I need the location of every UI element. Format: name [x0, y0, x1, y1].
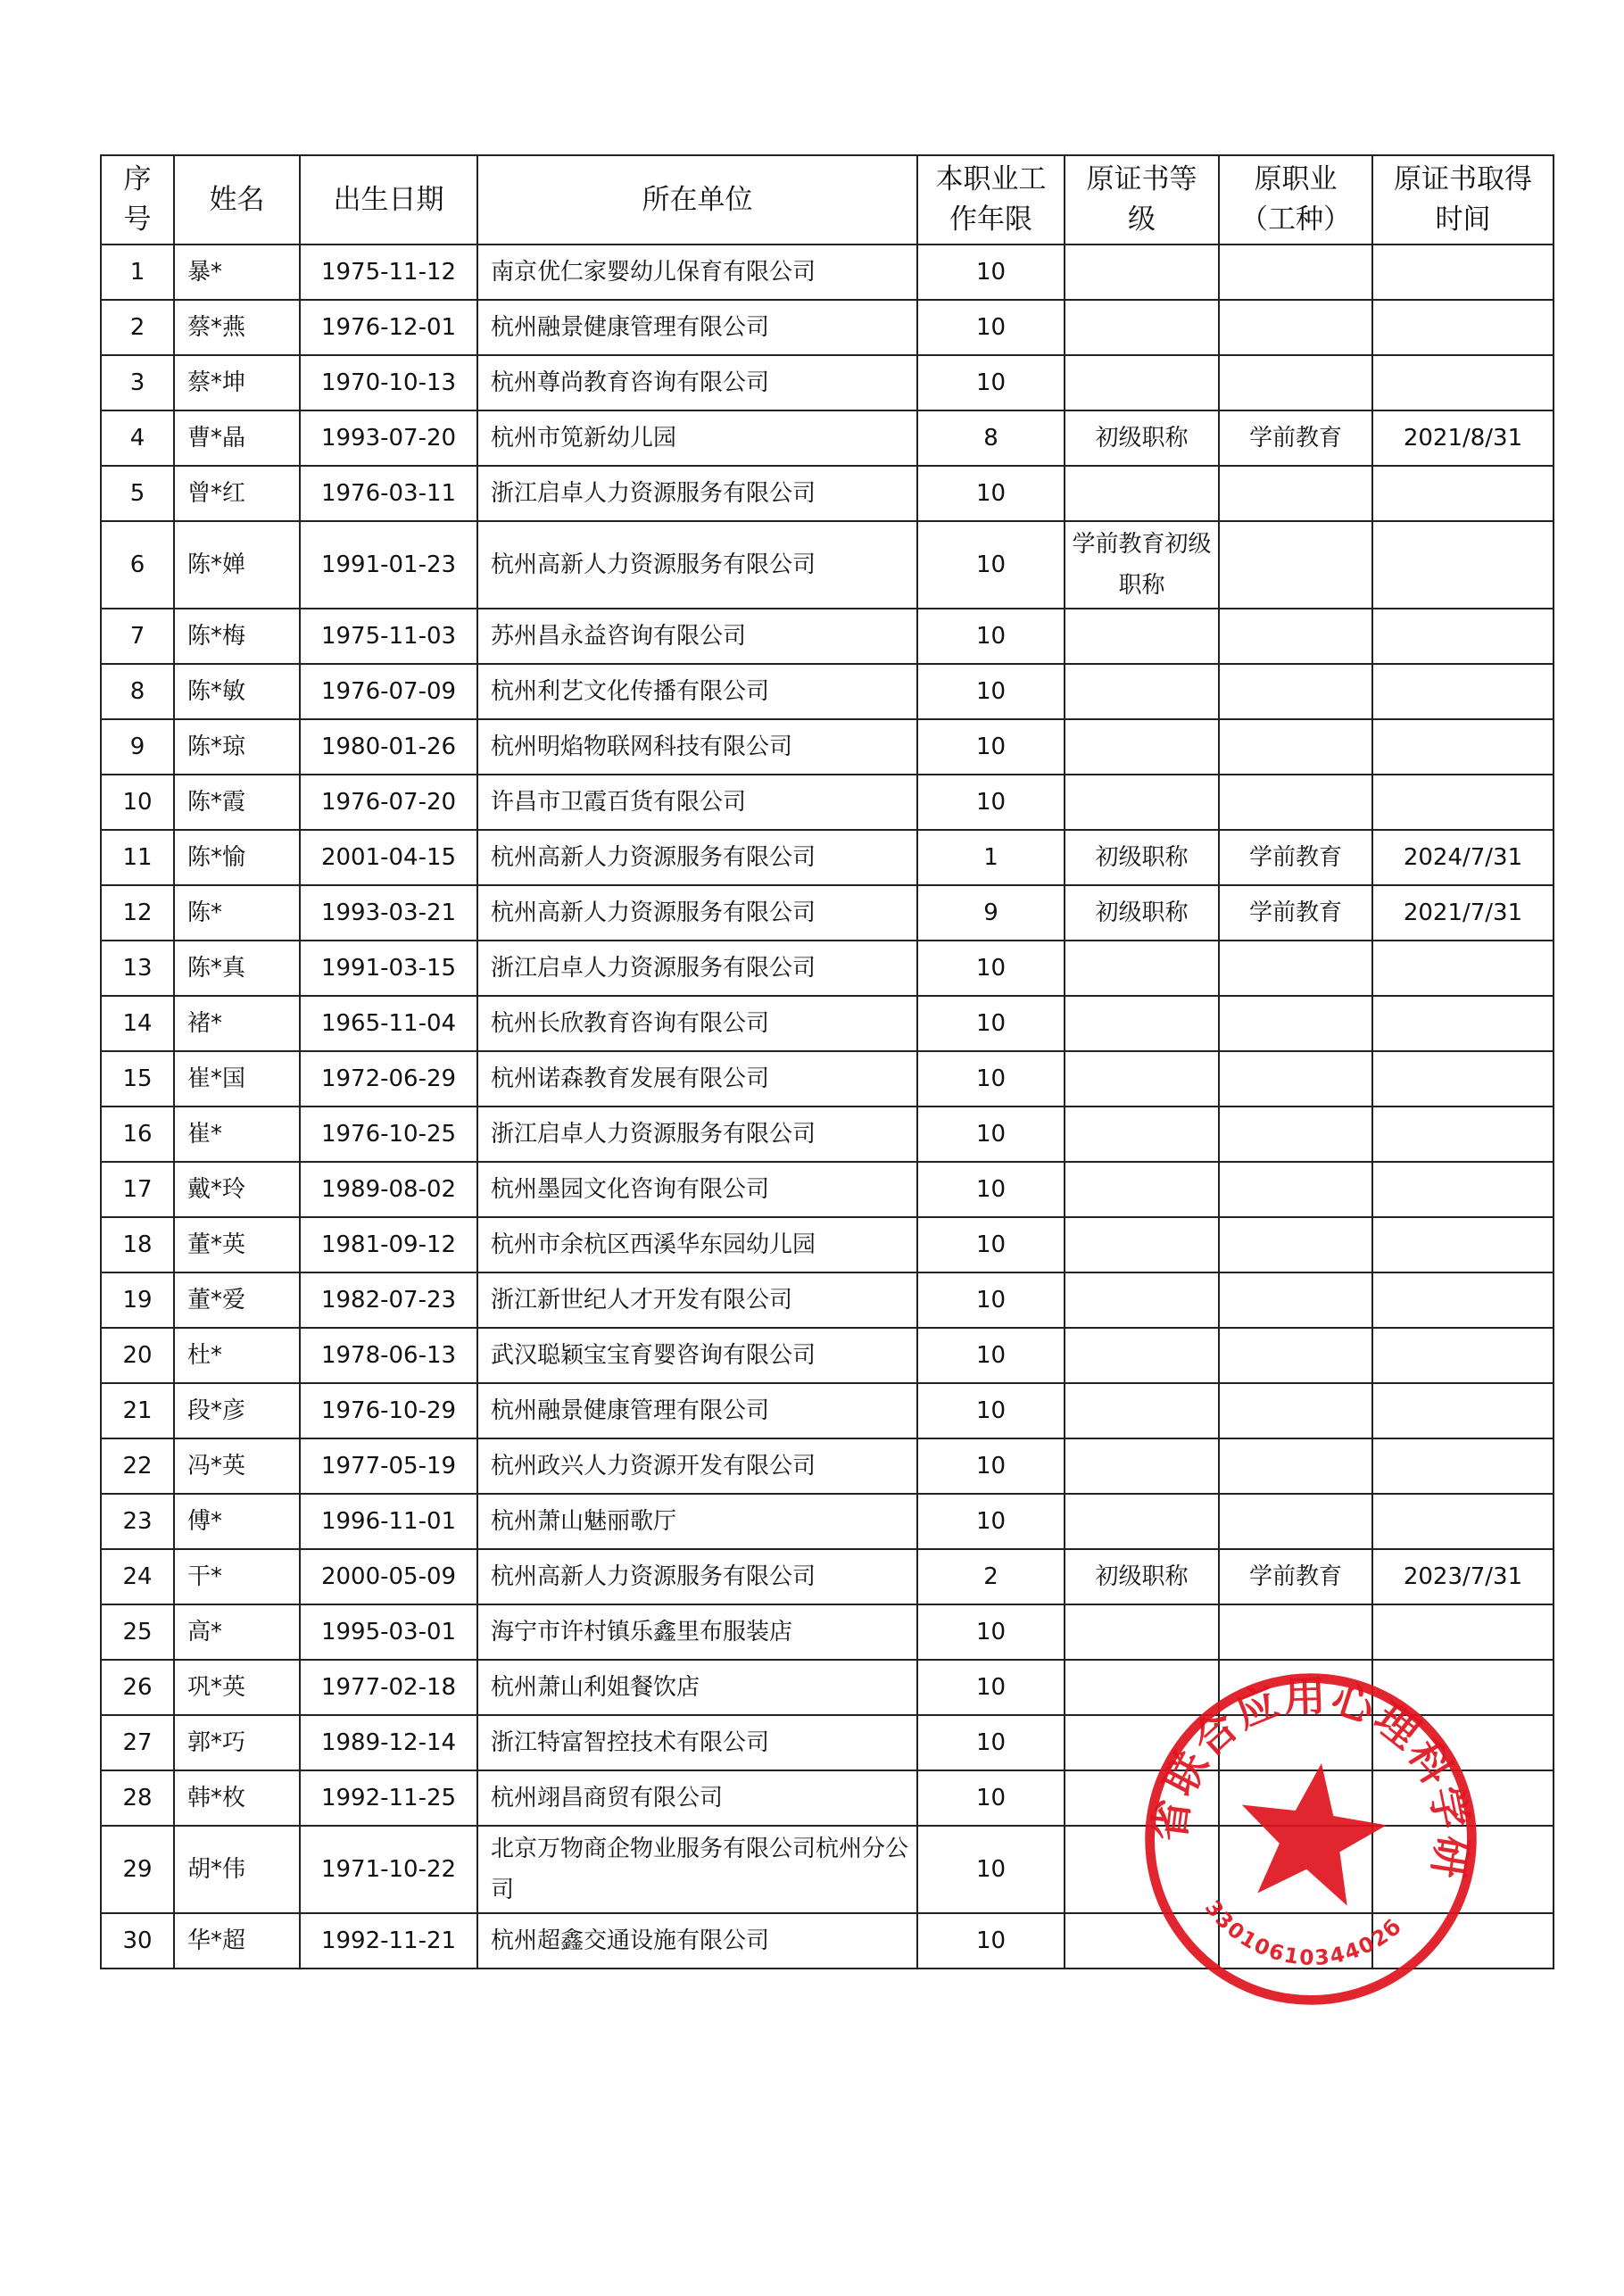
cell-name: 高*	[174, 1604, 300, 1660]
cell-occupation	[1219, 466, 1372, 521]
cell-name: 干*	[174, 1549, 300, 1604]
cell-occupation	[1219, 1328, 1372, 1383]
cell-occupation	[1219, 521, 1372, 609]
cell-date	[1372, 719, 1554, 775]
cell-unit: 杭州高新人力资源服务有限公司	[477, 885, 917, 941]
cell-unit: 杭州市余杭区西溪华东园幼儿园	[477, 1217, 917, 1272]
cell-name: 傅*	[174, 1494, 300, 1549]
table-row	[101, 521, 1554, 609]
header-row	[101, 155, 1554, 245]
table-row	[101, 355, 1554, 410]
table-row	[101, 1217, 1554, 1272]
cell-name: 杜*	[174, 1328, 300, 1383]
cell-no: 17	[101, 1162, 174, 1217]
cell-birth: 1989-08-02	[300, 1162, 477, 1217]
table-row	[101, 1272, 1554, 1328]
cell-birth: 1993-03-21	[300, 885, 477, 941]
cell-years: 10	[917, 1162, 1065, 1217]
cell-date	[1372, 775, 1554, 830]
table-row	[101, 466, 1554, 521]
cell-unit: 杭州萧山魅丽歌厅	[477, 1494, 917, 1549]
table-row	[101, 410, 1554, 466]
cell-no: 28	[101, 1770, 174, 1826]
cell-birth: 1975-11-12	[300, 245, 477, 300]
table-row	[101, 245, 1554, 300]
cell-years: 10	[917, 300, 1065, 355]
cell-years: 10	[917, 941, 1065, 996]
cell-occupation: 学前教育	[1219, 410, 1372, 466]
cell-no: 10	[101, 775, 174, 830]
cell-unit: 杭州高新人力资源服务有限公司	[477, 1549, 917, 1604]
cell-no: 19	[101, 1272, 174, 1328]
cell-no: 8	[101, 664, 174, 719]
cell-date: 2021/7/31	[1372, 885, 1554, 941]
cell-occupation	[1219, 719, 1372, 775]
cell-unit: 杭州超鑫交通设施有限公司	[477, 1913, 917, 1969]
cell-unit: 杭州政兴人力资源开发有限公司	[477, 1438, 917, 1494]
table-row	[101, 996, 1554, 1051]
cell-no: 4	[101, 410, 174, 466]
cell-birth: 1977-02-18	[300, 1660, 477, 1715]
cell-no: 20	[101, 1328, 174, 1383]
cell-unit: 北京万物商企物业服务有限公司杭州分公司	[477, 1826, 917, 1913]
cell-unit: 杭州市笕新幼儿园	[477, 410, 917, 466]
cell-birth: 1992-11-21	[300, 1913, 477, 1969]
cell-years: 10	[917, 521, 1065, 609]
cell-unit: 杭州诺森教育发展有限公司	[477, 1051, 917, 1107]
cell-years: 10	[917, 355, 1065, 410]
table-row	[101, 830, 1554, 885]
cell-name: 董*英	[174, 1217, 300, 1272]
cell-name: 陈*琼	[174, 719, 300, 775]
header-years: 本职业工 作年限	[917, 155, 1065, 245]
cell-no: 13	[101, 941, 174, 996]
cell-occupation	[1219, 355, 1372, 410]
cell-unit: 杭州墨园文化咨询有限公司	[477, 1162, 917, 1217]
cell-name: 暴*	[174, 245, 300, 300]
seal-graphic	[1137, 1665, 1485, 2013]
cell-name: 胡*伟	[174, 1826, 300, 1913]
table-row	[101, 1438, 1554, 1494]
cell-level: 初级职称	[1065, 410, 1219, 466]
cell-date	[1372, 609, 1554, 664]
cell-no: 18	[101, 1217, 174, 1272]
cell-level	[1065, 355, 1219, 410]
cell-level: 初级职称	[1065, 1549, 1219, 1604]
cell-no: 2	[101, 300, 174, 355]
cell-birth: 1982-07-23	[300, 1272, 477, 1328]
cell-years: 10	[917, 775, 1065, 830]
cell-unit: 苏州昌永益咨询有限公司	[477, 609, 917, 664]
cell-name: 褚*	[174, 996, 300, 1051]
cell-no: 15	[101, 1051, 174, 1107]
cell-unit: 南京优仁家婴幼儿保育有限公司	[477, 245, 917, 300]
header-unit: 所在单位	[477, 155, 917, 245]
official-seal	[1137, 1665, 1485, 2013]
cell-unit: 杭州尊尚教育咨询有限公司	[477, 355, 917, 410]
cell-unit: 浙江特富智控技术有限公司	[477, 1715, 917, 1770]
table-row	[101, 1549, 1554, 1604]
cell-no: 23	[101, 1494, 174, 1549]
cell-name: 崔*国	[174, 1051, 300, 1107]
cell-level	[1065, 300, 1219, 355]
table-row	[101, 1494, 1554, 1549]
cell-years: 10	[917, 1913, 1065, 1969]
cell-unit: 杭州萧山利姐餐饮店	[477, 1660, 917, 1715]
cell-years: 10	[917, 609, 1065, 664]
cell-unit: 杭州明焰物联网科技有限公司	[477, 719, 917, 775]
cell-birth: 1978-06-13	[300, 1328, 477, 1383]
cell-no: 29	[101, 1826, 174, 1913]
cell-unit: 杭州融景健康管理有限公司	[477, 1383, 917, 1438]
cell-name: 陈*梅	[174, 609, 300, 664]
cell-date	[1372, 1217, 1554, 1272]
cell-date	[1372, 1051, 1554, 1107]
cell-level	[1065, 609, 1219, 664]
table-row	[101, 1051, 1554, 1107]
table-row	[101, 1162, 1554, 1217]
cell-level	[1065, 664, 1219, 719]
cell-no: 22	[101, 1438, 174, 1494]
cell-date: 2023/7/31	[1372, 1549, 1554, 1604]
cell-birth: 1976-07-09	[300, 664, 477, 719]
cell-name: 陈*霞	[174, 775, 300, 830]
cell-level	[1065, 1438, 1219, 1494]
cell-date	[1372, 355, 1554, 410]
cell-level	[1065, 1383, 1219, 1438]
cell-name: 曾*红	[174, 466, 300, 521]
table-row	[101, 1328, 1554, 1383]
cell-birth: 1976-10-25	[300, 1107, 477, 1162]
cell-years: 10	[917, 1217, 1065, 1272]
cell-date	[1372, 521, 1554, 609]
cell-years: 10	[917, 1660, 1065, 1715]
cell-birth: 1970-10-13	[300, 355, 477, 410]
cell-occupation	[1219, 1604, 1372, 1660]
cell-birth: 2000-05-09	[300, 1549, 477, 1604]
cell-level	[1065, 775, 1219, 830]
cell-years: 10	[917, 1383, 1065, 1438]
cell-occupation	[1219, 996, 1372, 1051]
cell-name: 郭*巧	[174, 1715, 300, 1770]
table-row	[101, 775, 1554, 830]
table-row	[101, 664, 1554, 719]
cell-no: 6	[101, 521, 174, 609]
header-level: 原证书等 级	[1065, 155, 1219, 245]
cell-occupation	[1219, 1107, 1372, 1162]
cell-no: 11	[101, 830, 174, 885]
cell-occupation	[1219, 1383, 1372, 1438]
table-row	[101, 1107, 1554, 1162]
cell-no: 5	[101, 466, 174, 521]
cell-level	[1065, 466, 1219, 521]
cell-years: 10	[917, 719, 1065, 775]
cell-unit: 杭州长欣教育咨询有限公司	[477, 996, 917, 1051]
cell-unit: 杭州翊昌商贸有限公司	[477, 1770, 917, 1826]
cell-unit: 浙江启卓人力资源服务有限公司	[477, 941, 917, 996]
cell-date	[1372, 466, 1554, 521]
star-icon	[1230, 1753, 1394, 1910]
cell-years: 10	[917, 1272, 1065, 1328]
cell-years: 9	[917, 885, 1065, 941]
cell-occupation	[1219, 1272, 1372, 1328]
cell-birth: 1991-01-23	[300, 521, 477, 609]
cell-level	[1065, 719, 1219, 775]
table-row	[101, 941, 1554, 996]
cell-no: 26	[101, 1660, 174, 1715]
cell-name: 陈*	[174, 885, 300, 941]
cell-date	[1372, 1494, 1554, 1549]
cell-date	[1372, 1604, 1554, 1660]
cell-occupation: 学前教育	[1219, 830, 1372, 885]
header-no: 序 号	[101, 155, 174, 245]
cell-occupation	[1219, 1494, 1372, 1549]
header-occupation: 原职业 （工种）	[1219, 155, 1372, 245]
cell-years: 2	[917, 1549, 1065, 1604]
cell-unit: 浙江新世纪人才开发有限公司	[477, 1272, 917, 1328]
cell-name: 巩*英	[174, 1660, 300, 1715]
cell-level: 初级职称	[1065, 830, 1219, 885]
cell-name: 曹*晶	[174, 410, 300, 466]
cell-level: 初级职称	[1065, 885, 1219, 941]
cell-occupation	[1219, 1438, 1372, 1494]
cell-date: 2024/7/31	[1372, 830, 1554, 885]
cell-years: 10	[917, 1604, 1065, 1660]
table-row	[101, 1604, 1554, 1660]
cell-birth: 1972-06-29	[300, 1051, 477, 1107]
cell-name: 蔡*燕	[174, 300, 300, 355]
cell-unit: 海宁市许村镇乐鑫里布服装店	[477, 1604, 917, 1660]
cell-name: 崔*	[174, 1107, 300, 1162]
header-birth: 出生日期	[300, 155, 477, 245]
cell-no: 12	[101, 885, 174, 941]
table-row	[101, 300, 1554, 355]
cell-no: 1	[101, 245, 174, 300]
cell-birth: 1976-03-11	[300, 466, 477, 521]
cell-birth: 1965-11-04	[300, 996, 477, 1051]
cell-name: 韩*枚	[174, 1770, 300, 1826]
cell-birth: 1976-07-20	[300, 775, 477, 830]
cell-no: 25	[101, 1604, 174, 1660]
cell-birth: 1980-01-26	[300, 719, 477, 775]
cell-years: 10	[917, 1107, 1065, 1162]
cell-date	[1372, 941, 1554, 996]
cell-occupation	[1219, 609, 1372, 664]
cell-occupation	[1219, 775, 1372, 830]
header-date: 原证书取得 时间	[1372, 155, 1554, 245]
cell-no: 14	[101, 996, 174, 1051]
cell-no: 9	[101, 719, 174, 775]
cell-occupation	[1219, 1217, 1372, 1272]
cell-unit: 浙江启卓人力资源服务有限公司	[477, 466, 917, 521]
cell-no: 27	[101, 1715, 174, 1770]
seal-code: 3301061034402б	[1199, 1895, 1407, 1971]
cell-level	[1065, 941, 1219, 996]
cell-date: 2021/8/31	[1372, 410, 1554, 466]
cell-level	[1065, 1107, 1219, 1162]
cell-birth: 1971-10-22	[300, 1826, 477, 1913]
cell-no: 21	[101, 1383, 174, 1438]
cell-no: 16	[101, 1107, 174, 1162]
cell-years: 10	[917, 1051, 1065, 1107]
cell-level	[1065, 1051, 1219, 1107]
cell-birth: 1996-11-01	[300, 1494, 477, 1549]
cell-name: 董*爱	[174, 1272, 300, 1328]
cell-birth: 2001-04-15	[300, 830, 477, 885]
cell-no: 30	[101, 1913, 174, 1969]
cell-level	[1065, 245, 1219, 300]
cell-occupation	[1219, 1162, 1372, 1217]
cell-birth: 1991-03-15	[300, 941, 477, 996]
cell-no: 24	[101, 1549, 174, 1604]
cell-occupation: 学前教育	[1219, 885, 1372, 941]
cell-name: 冯*英	[174, 1438, 300, 1494]
cell-date	[1372, 1272, 1554, 1328]
cell-level	[1065, 1494, 1219, 1549]
table-row	[101, 609, 1554, 664]
cell-years: 10	[917, 664, 1065, 719]
cell-name: 戴*玲	[174, 1162, 300, 1217]
cell-date	[1372, 1383, 1554, 1438]
cell-years: 1	[917, 830, 1065, 885]
cell-unit: 杭州高新人力资源服务有限公司	[477, 521, 917, 609]
cell-name: 陈*真	[174, 941, 300, 996]
seal-text: 浙江省联合应用心理科学研究院	[1145, 1671, 1478, 1885]
cell-birth: 1989-12-14	[300, 1715, 477, 1770]
cell-name: 华*超	[174, 1913, 300, 1969]
cell-level	[1065, 1328, 1219, 1383]
cell-occupation	[1219, 664, 1372, 719]
cell-birth: 1995-03-01	[300, 1604, 477, 1660]
cell-occupation	[1219, 1051, 1372, 1107]
cell-unit: 武汉聪颖宝宝育婴咨询有限公司	[477, 1328, 917, 1383]
cell-level	[1065, 1604, 1219, 1660]
cell-date	[1372, 664, 1554, 719]
cell-name: 陈*敏	[174, 664, 300, 719]
cell-name: 陈*婵	[174, 521, 300, 609]
table-row	[101, 885, 1554, 941]
cell-years: 10	[917, 245, 1065, 300]
cell-years: 10	[917, 1715, 1065, 1770]
cell-birth: 1981-09-12	[300, 1217, 477, 1272]
cell-name: 蔡*坤	[174, 355, 300, 410]
cell-no: 7	[101, 609, 174, 664]
cell-years: 8	[917, 410, 1065, 466]
table-row	[101, 1383, 1554, 1438]
cell-name: 段*彦	[174, 1383, 300, 1438]
table-row	[101, 719, 1554, 775]
cell-date	[1372, 1438, 1554, 1494]
cell-date	[1372, 1162, 1554, 1217]
cell-name: 陈*愉	[174, 830, 300, 885]
cell-occupation	[1219, 245, 1372, 300]
cell-date	[1372, 1107, 1554, 1162]
cell-unit: 杭州融景健康管理有限公司	[477, 300, 917, 355]
cell-no: 3	[101, 355, 174, 410]
cell-birth: 1975-11-03	[300, 609, 477, 664]
cell-occupation: 学前教育	[1219, 1549, 1372, 1604]
cell-date	[1372, 1328, 1554, 1383]
cell-years: 10	[917, 1494, 1065, 1549]
cell-date	[1372, 245, 1554, 300]
cell-birth: 1992-11-25	[300, 1770, 477, 1826]
cell-level	[1065, 996, 1219, 1051]
cell-unit: 杭州高新人力资源服务有限公司	[477, 830, 917, 885]
cell-years: 10	[917, 1438, 1065, 1494]
cell-date	[1372, 996, 1554, 1051]
cell-unit: 许昌市卫霞百货有限公司	[477, 775, 917, 830]
cell-occupation	[1219, 941, 1372, 996]
cell-birth: 1993-07-20	[300, 410, 477, 466]
cell-years: 10	[917, 1826, 1065, 1913]
cell-years: 10	[917, 1770, 1065, 1826]
cell-date	[1372, 300, 1554, 355]
cell-years: 10	[917, 1328, 1065, 1383]
cell-years: 10	[917, 996, 1065, 1051]
cell-level	[1065, 1162, 1219, 1217]
cell-birth: 1976-10-29	[300, 1383, 477, 1438]
cell-unit: 杭州利艺文化传播有限公司	[477, 664, 917, 719]
cell-unit: 浙江启卓人力资源服务有限公司	[477, 1107, 917, 1162]
cell-level	[1065, 1272, 1219, 1328]
cell-level	[1065, 1217, 1219, 1272]
cell-birth: 1977-05-19	[300, 1438, 477, 1494]
cell-occupation	[1219, 300, 1372, 355]
cell-birth: 1976-12-01	[300, 300, 477, 355]
cell-level: 学前教育初级职称	[1065, 521, 1219, 609]
cell-years: 10	[917, 466, 1065, 521]
header-name: 姓名	[174, 155, 300, 245]
